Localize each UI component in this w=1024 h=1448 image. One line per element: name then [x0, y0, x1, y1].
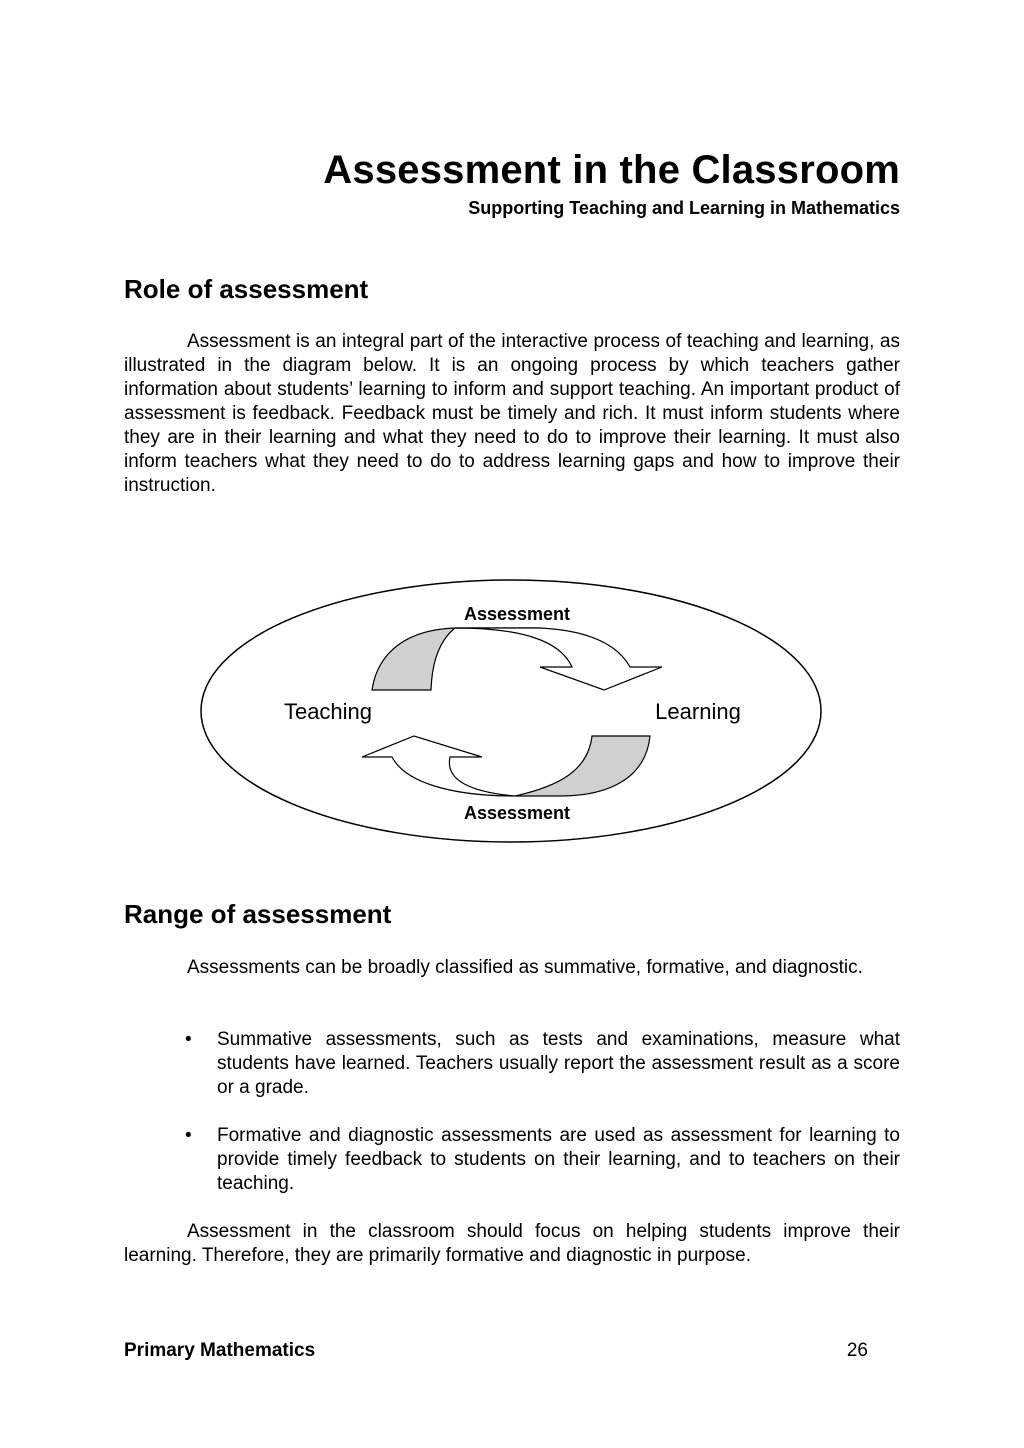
list-item — [124, 1028, 900, 1100]
range-heading: Range of assessment — [124, 899, 392, 929]
page-title: Assessment in the Classroom — [323, 148, 900, 192]
list-item-text: Formative and diagnostic assessments are used as assessment for learning to provide timely feedback to students on their learning, and to teachers on their teaching. — [217, 1125, 900, 1194]
diagram-left-label: Teaching — [283, 699, 373, 724]
list-item-text: Summative assessments, such as tests and examinations, measure what students have learned. Teachers usually report the assessment result as a score or a grade. — [217, 1029, 900, 1098]
diagram-top-label: Assessment — [463, 604, 571, 624]
range-intro: Assessments can be broadly classified as summative, formative, and diagnostic. — [187, 957, 863, 978]
page-subtitle: Supporting Teaching and Learning in Mathematics — [468, 198, 900, 218]
bottom-arrow — [362, 736, 515, 796]
role-heading: Role of assessment — [124, 274, 369, 304]
footer-book-title: Primary Mathematics — [124, 1340, 316, 1361]
page-number: 26 — [846, 1340, 868, 1361]
bullet-symbol: • — [185, 1125, 192, 1146]
top-shaded-arc — [372, 628, 540, 690]
top-arrow — [455, 628, 662, 690]
assessment-type-list — [124, 1028, 900, 1220]
diagram-right-label: Learning — [655, 699, 741, 724]
bullet-symbol: • — [185, 1029, 192, 1050]
bottom-shaded-arc — [515, 736, 650, 796]
role-paragraph: Assessment is an integral part of the interactive process of teaching and learning, as illustrated in the diagram below. It is an ongoing process by which teachers gather information about students’ learning to inform and support teaching. An important product of assessment is feedback. Feedback must be timely and rich. It must inform students where they are in their learning and what they need to do to improve their learning. It must also inform teachers what they need to do to address learning gaps and how to improve their instruction. — [124, 331, 900, 496]
diagram-bottom-label: Assessment — [463, 803, 571, 823]
list-item — [124, 1124, 900, 1196]
closing-paragraph: Assessment in the classroom should focus on helping students improve their learning. Therefore, they are primarily formative and diagnostic in purpose. — [124, 1221, 900, 1266]
